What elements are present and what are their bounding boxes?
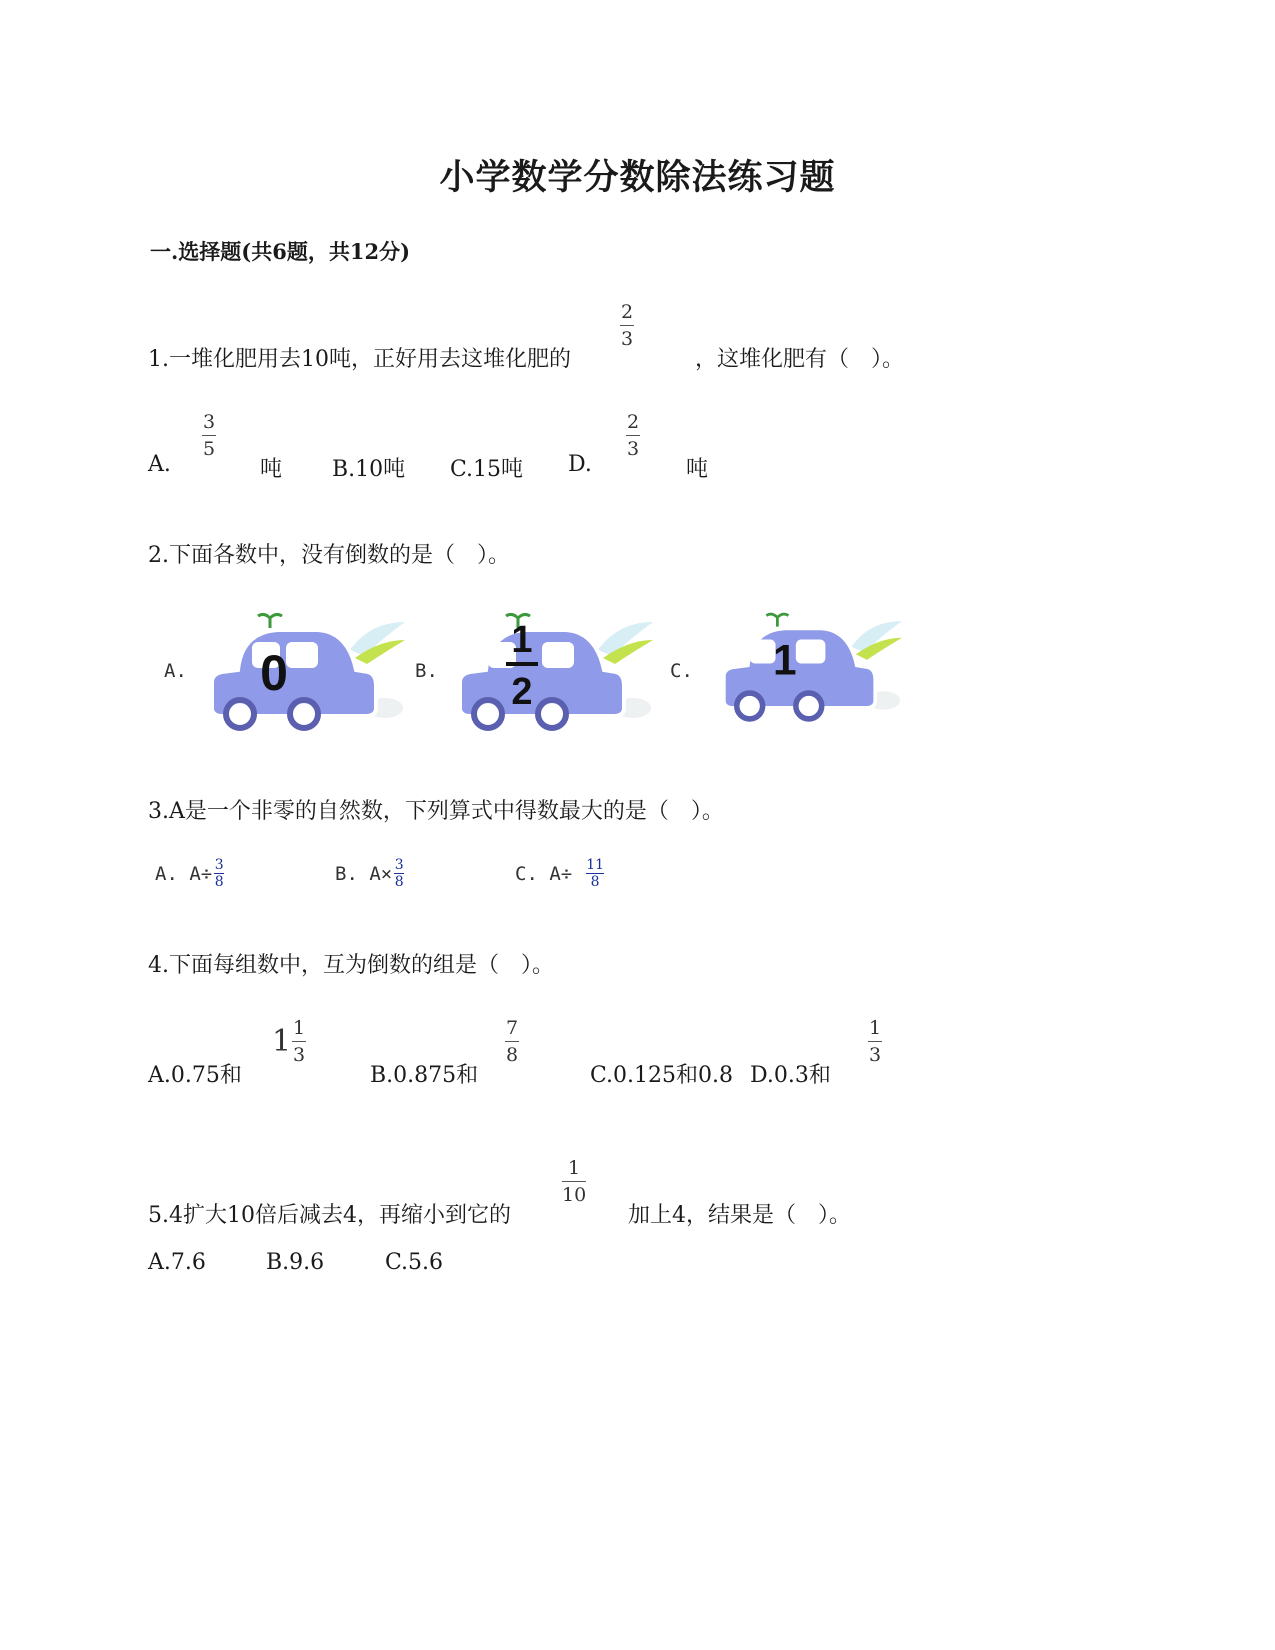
- fraction-numerator: 3: [394, 857, 404, 873]
- car-image: [712, 610, 912, 730]
- q2-option-b-label: B.: [415, 660, 438, 682]
- q2-text: 2.下面各数中，没有倒数的是（ ）。: [148, 543, 510, 568]
- q1-option-a-unit: 吨: [260, 457, 283, 482]
- q1-option-d-label: D.: [568, 452, 592, 477]
- car-wheel: [474, 700, 502, 728]
- fraction-numerator: 2: [626, 411, 640, 433]
- car-window: [542, 642, 574, 668]
- q3-option-a-fraction: [214, 858, 224, 889]
- q5-text-after: 加上4，结果是（ ）。: [628, 1203, 851, 1228]
- q3-option-c-prefix: C. A÷: [515, 862, 573, 885]
- fraction-denominator: 5: [202, 438, 216, 460]
- q4-option-b: B.0.875和: [370, 1063, 479, 1088]
- fraction-denominator: 8: [214, 874, 224, 890]
- q2-option-a-label: A.: [164, 660, 187, 682]
- car-wheel: [796, 693, 822, 719]
- car-fraction-numerator: 1: [511, 619, 533, 661]
- fraction-numerator: 3: [214, 857, 224, 873]
- q1-option-c: C.15吨: [450, 457, 524, 482]
- q2-option-c-label: C.: [670, 660, 693, 682]
- car-image: [200, 610, 415, 740]
- q3-option-b: [335, 858, 404, 889]
- fraction-denominator: 8: [505, 1044, 519, 1066]
- car-image: [448, 610, 663, 740]
- car-wheel: [538, 700, 566, 728]
- q1-option-d-unit: 吨: [686, 457, 709, 482]
- fraction-numerator: 11: [586, 857, 605, 873]
- car-wheel: [290, 700, 318, 728]
- q5-text-before: 5.4扩大10倍后减去4，再缩小到它的: [148, 1203, 511, 1228]
- fraction-bar: [292, 1041, 306, 1042]
- q5-option-a: A.7.6: [148, 1250, 206, 1275]
- q1-option-b: B.10吨: [332, 457, 406, 482]
- car-window: [796, 640, 826, 664]
- q1-text-before: 1.一堆化肥用去10吨，正好用去这堆化肥的: [148, 347, 571, 372]
- q4-option-a-mixed-number: [272, 1016, 306, 1067]
- q3-option-b-prefix: B. A×: [335, 862, 393, 885]
- q5-option-b: B.9.6: [266, 1250, 325, 1275]
- q3-text: 3.A是一个非零的自然数，下列算式中得数最大的是（ ）。: [148, 799, 724, 824]
- q3-option-b-fraction: [394, 858, 404, 889]
- car-window: [750, 640, 776, 664]
- car-number: 1: [772, 636, 797, 684]
- q2-option-b-car: [448, 610, 663, 740]
- q2-option-a-car: [200, 610, 415, 740]
- car-window: [286, 642, 318, 668]
- q1-fraction: [620, 300, 634, 351]
- car-number: 0: [260, 645, 288, 701]
- fraction-denominator: 8: [394, 874, 404, 890]
- fraction-bar: [626, 435, 640, 436]
- q3-option-c: [515, 858, 604, 889]
- q3-option-a-prefix: A. A÷: [155, 862, 213, 885]
- fraction-numerator: 7: [505, 1017, 519, 1039]
- section-heading: 一.选择题(共6题，共12分): [150, 239, 411, 264]
- car-fraction-bar: [506, 662, 538, 666]
- fraction-bar: [620, 325, 634, 326]
- fraction-bar: [868, 1041, 882, 1042]
- fraction-bar: [562, 1181, 586, 1182]
- sprout-icon: [766, 614, 788, 627]
- fraction-numerator: 3: [202, 411, 216, 433]
- fraction-numerator: 1: [293, 1017, 306, 1039]
- car-wheel: [737, 693, 763, 719]
- fraction-denominator: 3: [626, 438, 640, 460]
- q5-fraction: [562, 1156, 586, 1207]
- sprout-icon: [258, 614, 282, 628]
- car-fraction-denominator: 2: [511, 671, 533, 713]
- q2-option-c-car: [712, 610, 912, 730]
- q1-text-after: ，这堆化肥有（ ）。: [695, 347, 905, 372]
- page-title: 小学数学分数除法练习题: [439, 157, 836, 198]
- q4-option-a: A.0.75和: [148, 1063, 242, 1088]
- fraction-denominator: 8: [590, 874, 600, 890]
- q1-option-a-label: A.: [148, 452, 171, 477]
- q3-option-a: [155, 858, 224, 889]
- fraction-numerator: 1: [868, 1017, 882, 1039]
- q5-option-c: C.5.6: [385, 1250, 444, 1275]
- fraction-denominator: 3: [868, 1044, 882, 1066]
- fraction-numerator: 2: [620, 301, 634, 323]
- q4-option-d: D.0.3和: [750, 1063, 831, 1088]
- q4-option-b-fraction: [505, 1016, 519, 1067]
- q1-option-a-fraction: [202, 410, 216, 461]
- fraction-denominator: 3: [620, 328, 634, 350]
- fraction-bar: [202, 435, 216, 436]
- fraction-denominator: 3: [293, 1044, 306, 1066]
- q1-option-d-fraction: [626, 410, 640, 461]
- fraction-bar: [505, 1041, 519, 1042]
- car-wheel: [226, 700, 254, 728]
- q3-option-c-fraction: [586, 858, 604, 889]
- fraction-numerator: 1: [568, 1157, 581, 1179]
- q4-option-c: C.0.125和0.8: [590, 1063, 734, 1088]
- mixed-fraction: [292, 1016, 306, 1067]
- mixed-whole: 1: [272, 1024, 292, 1059]
- fraction-denominator: 10: [562, 1184, 587, 1206]
- q4-text: 4.下面每组数中，互为倒数的组是（ ）。: [148, 953, 554, 978]
- q4-option-d-fraction: [868, 1016, 882, 1067]
